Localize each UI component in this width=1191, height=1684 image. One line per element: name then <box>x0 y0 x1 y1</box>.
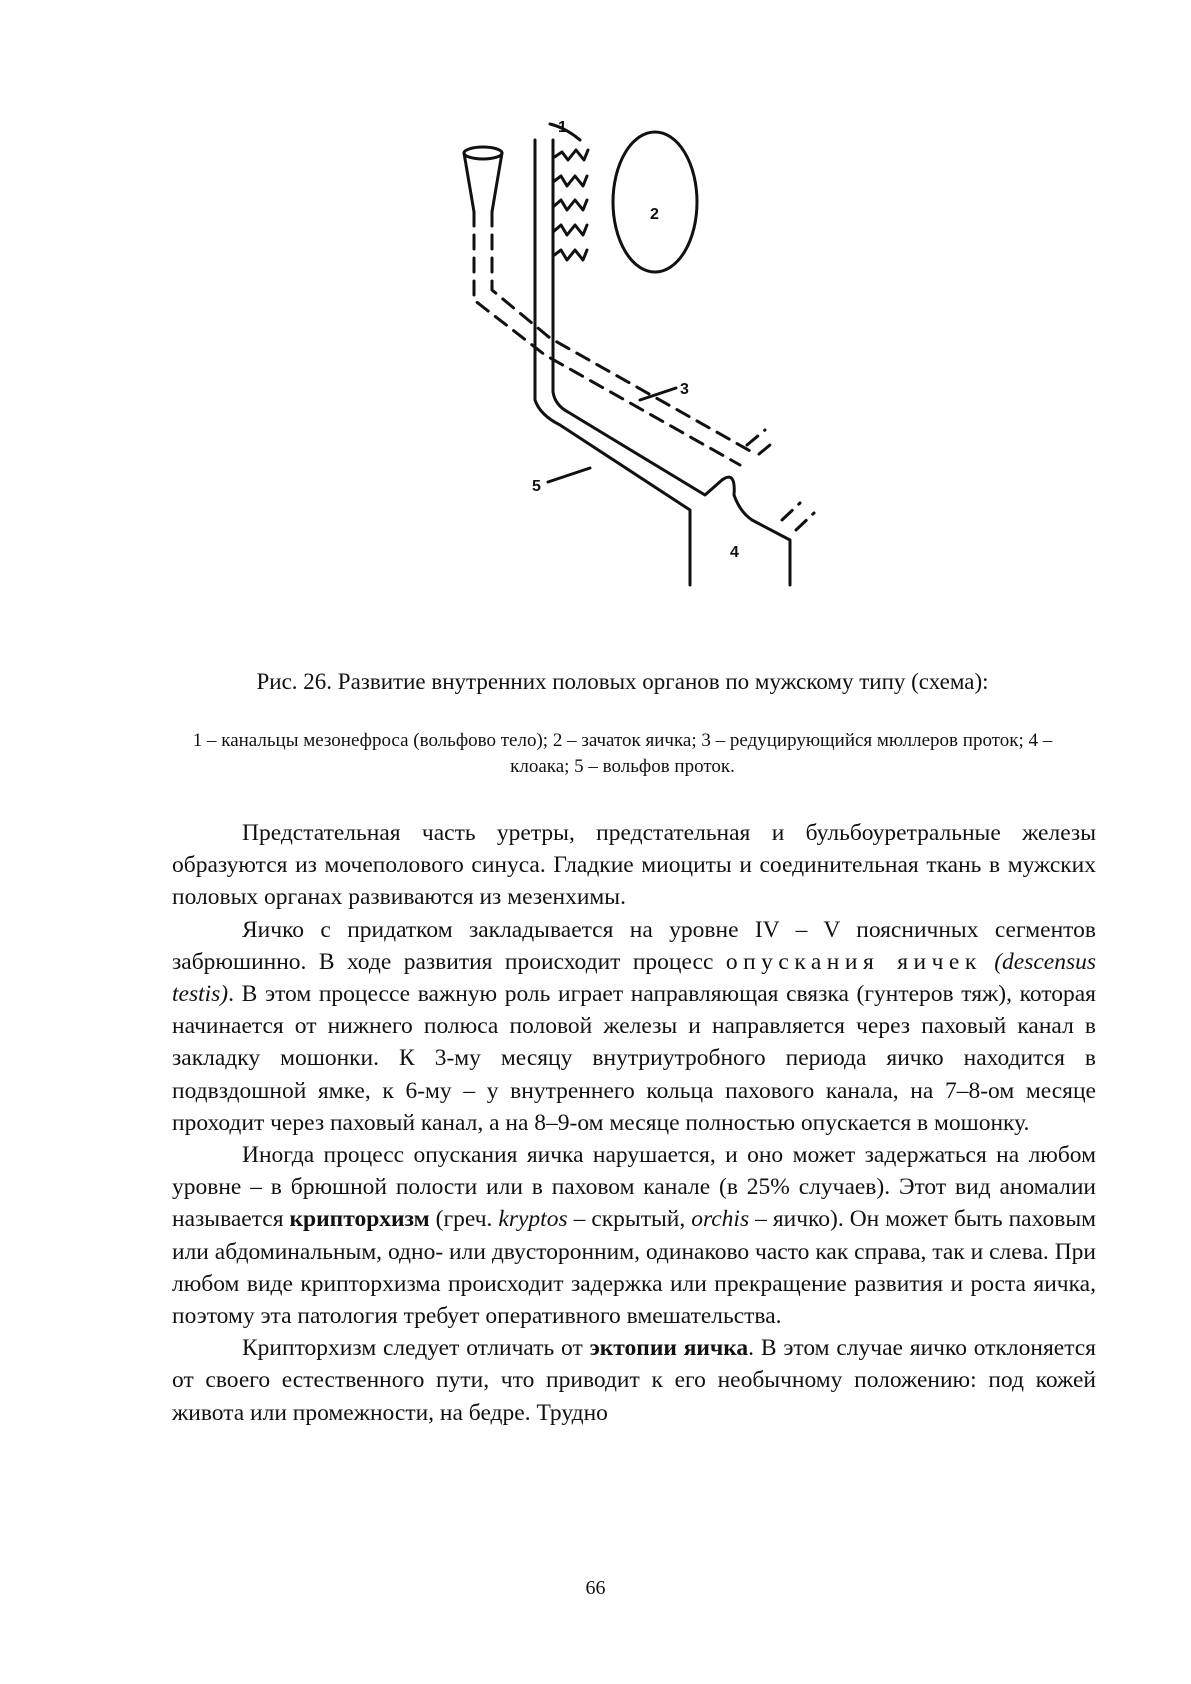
diagram-label-1: 1 <box>558 119 567 136</box>
figure-caption-title: Рис. 26. Развитие внутренних половых органов по мужскому типу (схема): <box>256 669 989 694</box>
text-run: . В этом случае яичко отклоняется от своего естественного пути, что приводит к его необычному положению: под кожей живота или промежности, на бедре. Трудно <box>172 1335 1096 1426</box>
latin-term: orchis <box>691 1206 750 1233</box>
wolffian-duct <box>535 140 790 585</box>
bold-term: эктопии яичка <box>589 1335 749 1362</box>
paragraph <box>172 1332 1096 1429</box>
mesonephric-tubules <box>550 124 588 260</box>
paragraph <box>172 914 1096 1139</box>
text-run <box>982 949 994 975</box>
paragraph <box>172 1139 1096 1332</box>
latin-term: (descensus testis) <box>172 948 1097 1008</box>
text-run: Яичко с придатком закладывается на уровне IV – V поясничных сегментов забрюшинно. В ходе развития происходит процесс <box>172 916 1096 975</box>
text-run: Иногда процесс опускания яичка нарушается, и оно может задержаться на любом уровне – в брюшной полости или в паховом канале (в 25% случаев). Этот вид аномалии называется <box>172 1142 1096 1233</box>
diagram-label-5: 5 <box>532 478 541 495</box>
text-run: Крипторхизм следует отличать от <box>242 1335 590 1362</box>
mullerian-funnel <box>464 147 502 212</box>
text-run: – яичко). Он может быть паховым или абдоминальным, одно- или двусторонним, одинаково часто как справа, так и слева. При любом виде крипторхизма происходит задержка или прекращение развития и роста яичка, поэтому эта патология требует оперативного вмешательства. <box>172 1206 1096 1330</box>
embryology-diagram <box>0 0 1191 640</box>
mullerian-duct <box>474 212 814 530</box>
text-run: . В этом процессе важную роль играет направляющая связка (гунтеров тяж), которая начинается от нижнего полюса половой железы и направляется через паховый канал в закладку мошонки. К 3-му месяцу внутриутробного периода яичко находится в подвздошной ямке, к 6-му – у внутреннего кольца пахового канала, на 7–8-ом месяце проходит через паховый канал, а на 8–9-ом месяце полностью опускается в мошонку. <box>172 981 1096 1136</box>
body-text <box>172 817 1096 1429</box>
text-run: – скрытый, <box>567 1206 692 1233</box>
spaced-term: опускания яичек <box>725 948 982 975</box>
diagram-label-4: 4 <box>730 544 739 561</box>
diagram-label-2: 2 <box>650 206 659 223</box>
page-number: 66 <box>585 1577 606 1599</box>
latin-term: kryptos <box>498 1206 568 1233</box>
testis-primordium <box>613 132 697 272</box>
leader-line-5 <box>548 468 590 482</box>
text-run: (греч. <box>429 1206 499 1233</box>
bold-term: крипторхизм <box>289 1206 430 1233</box>
diagram-label-3: 3 <box>680 381 689 398</box>
figure-caption-legend: 1 – канальцы мезонефроса (вольфово тело); 2 – зачаток яичка; 3 – редуцирующийся мюллеров проток; 4 – клоака; 5 – вольфов проток. <box>192 730 1053 777</box>
paragraph: Предстательная часть уретры, предстательная и бульбоуретральные железы образуются из мочеполового синуса. Гладкие миоциты и соединительная ткань в мужских половых органах развиваются из мезенхимы. <box>172 820 1096 911</box>
